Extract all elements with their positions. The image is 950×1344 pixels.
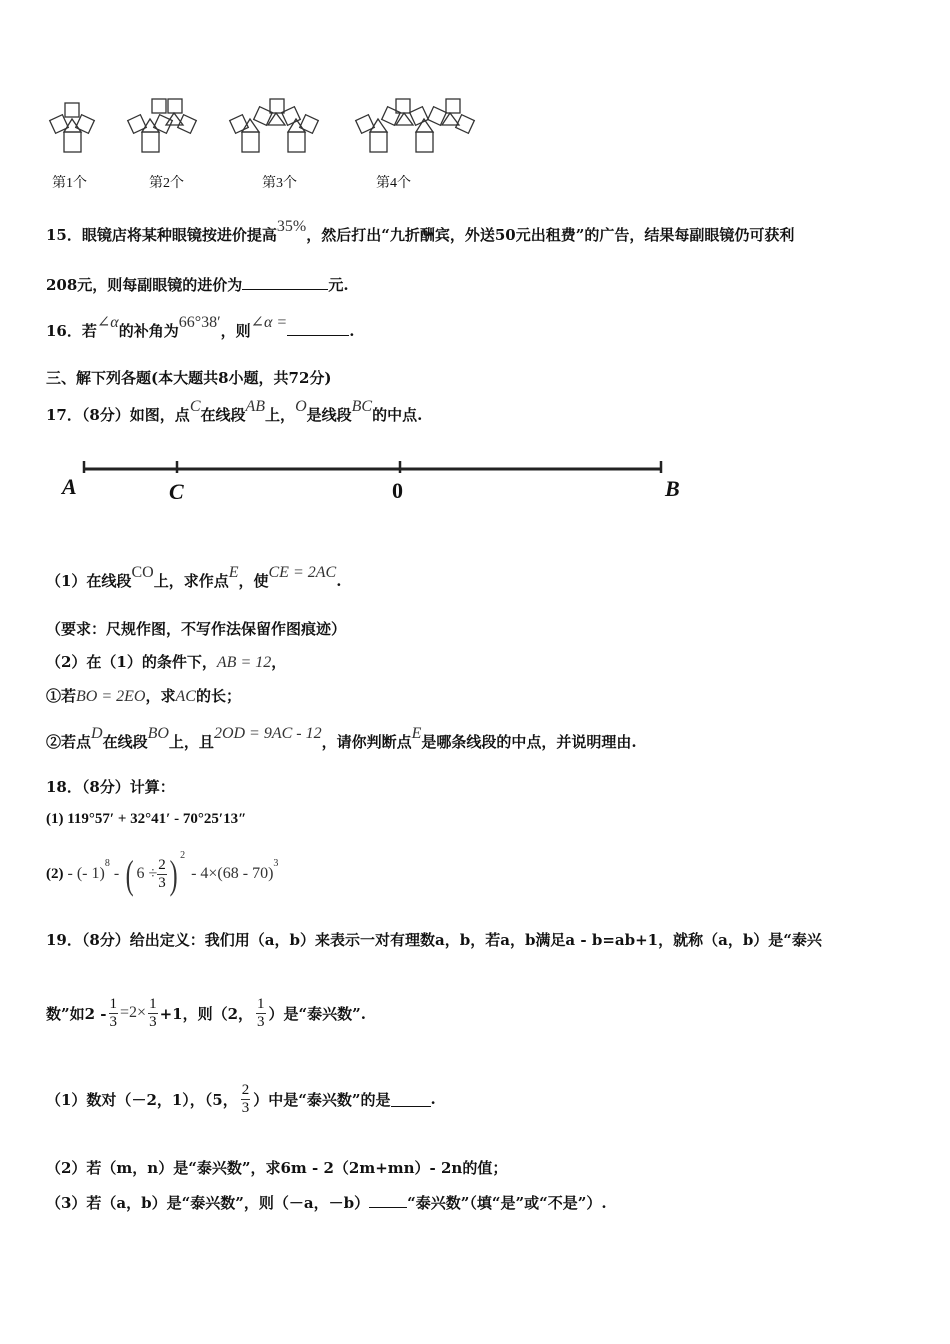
q17-s2-bo: BO <box>147 725 169 742</box>
q19-fraction-2 <box>148 996 158 1031</box>
q19-f3-den: 3 <box>257 1013 265 1030</box>
q17-s2-e: E <box>411 725 422 742</box>
q16-value: 66°38′ <box>178 314 221 331</box>
q17-sub-1 <box>46 685 241 706</box>
pattern-figures <box>40 95 480 165</box>
q19-fraction-1 <box>109 996 119 1031</box>
q15-text-a: 眼镜店将某种眼镜按进价提高 <box>81 226 277 244</box>
q18-p2-d: - 4×(68 - 70) <box>191 865 274 882</box>
q19-f4-num: 2 <box>241 1081 250 1098</box>
q18-p2-a: - (- 1) <box>67 865 105 882</box>
q17-p1-c: ，使 <box>238 572 269 590</box>
pattern-figure-3 <box>230 99 319 152</box>
section-3-heading: 三、解下列各题(本大题共8小题，共72分) <box>46 369 332 387</box>
q19-l2-b: =2× <box>120 1004 147 1021</box>
q16-equation: ∠α = <box>250 314 288 331</box>
question-15-line-1 <box>46 218 795 245</box>
q16-text-a: 的补角为 <box>118 322 179 340</box>
label-o: 0 <box>392 478 403 503</box>
q17-text-c: 是线段 <box>306 406 352 424</box>
q17-s2-e-text: 是哪条线段的中点，并说明理由. <box>421 733 637 751</box>
q17-s2-c: 上，且 <box>168 733 214 751</box>
q17-p1-b: 上，求作点 <box>153 572 229 590</box>
q17-text-b: 上， <box>265 406 296 424</box>
q17-part-1 <box>46 564 342 591</box>
q17-p1-equation: CE = 2AC <box>268 564 337 581</box>
q17-s2-d: D <box>91 725 103 742</box>
q19-p1-answer-blank[interactable] <box>391 1092 431 1107</box>
left-paren: ( <box>125 851 134 897</box>
q19-p1-a: （1）数对（－2，1），（5， <box>46 1090 238 1109</box>
q19-fraction-3 <box>256 996 266 1031</box>
figure-caption-2: 第2个 <box>149 176 184 191</box>
q19-p3-b: “泰兴数”（填“是”或“不是”）. <box>407 1194 607 1212</box>
label-c: C <box>169 479 184 504</box>
q17-p2-a: （2）在（1）的条件下， <box>46 653 217 671</box>
q16-text-b: ，则 <box>220 322 251 340</box>
q18-frac-num: 2 <box>158 856 166 873</box>
q19-fraction-4 <box>241 1082 251 1117</box>
q17-s2-a: ②若点 <box>46 733 92 751</box>
label-a: A <box>62 474 77 499</box>
q19-line-2 <box>46 990 366 1036</box>
q17-s2-equation: 2OD = 9AC - 12 <box>213 725 322 742</box>
q16-answer-blank[interactable] <box>287 321 349 336</box>
q19-p3-a: （3）若（a，b）是“泰兴数”，则（－a，－b） <box>46 1194 370 1212</box>
q15-text-c: 208元，则每副眼镜的进价为 <box>46 276 243 294</box>
q18-p2-label: (2) <box>46 865 64 882</box>
q17-s2-b: 在线段 <box>102 733 148 751</box>
q18-p2-exp8: 8 <box>104 858 110 869</box>
question-15-line-2 <box>46 274 349 295</box>
pattern-figure-1 <box>50 103 95 152</box>
q19-f2-num: 1 <box>149 995 157 1012</box>
q18-p2-c: 6 ÷ <box>136 865 158 882</box>
q17-p1-end: . <box>336 572 342 590</box>
q17-part-2 <box>46 651 286 672</box>
q19-p1-b: ）中是“泰兴数”的是 <box>253 1090 391 1109</box>
q18-p2-exp3: 3 <box>273 858 279 869</box>
fraction-2-3 <box>157 857 167 892</box>
q15-number: 15． <box>46 226 82 244</box>
q17-p1-e: E <box>228 564 239 581</box>
q15-text-d: 元. <box>328 276 349 294</box>
q19-part-2: （2）若（m，n）是“泰兴数”，求6m - 2（2m+mn）- 2n的值； <box>46 1159 508 1177</box>
q19-l2-a: 数”如2 - <box>46 1004 107 1023</box>
q17-point-c: C <box>189 398 201 415</box>
q19-f1-den: 3 <box>109 1013 118 1030</box>
q17-head: 17．（8分）如图，点 <box>46 406 190 424</box>
q17-sub-2 <box>46 725 637 752</box>
q19-f1-num: 1 <box>109 995 118 1012</box>
question-19-head: 19．（8分）给出定义：我们用（a，b）来表示一对有理数a，b，若a，b满足a - b=ab+1，就称（a，b）是“泰兴 <box>46 931 822 949</box>
q18-part-2 <box>46 848 278 900</box>
q17-segment-ab: AB <box>245 398 266 415</box>
q17-text-d: 的中点. <box>372 406 423 424</box>
q15-answer-blank[interactable] <box>242 275 328 290</box>
pattern-figure-4 <box>356 99 475 152</box>
q17-p2-end: ， <box>271 653 287 671</box>
question-18-head: 18．（8分）计算： <box>46 778 175 796</box>
question-17-stem <box>46 398 423 425</box>
q17-requirement: （要求：尺规作图，不写作法保留作图痕迹） <box>46 620 347 638</box>
q17-p1-co: CO <box>131 564 154 581</box>
q18-frac-den: 3 <box>158 874 166 891</box>
q16-end: . <box>349 322 355 340</box>
q19-l2-d: ）是“泰兴数”. <box>268 1004 366 1023</box>
q17-point-o: O <box>295 398 307 415</box>
q19-part-3 <box>46 1192 607 1213</box>
q17-s1-c: 的长； <box>195 687 241 705</box>
q16-number: 16．若 <box>46 322 97 340</box>
q19-f4-den: 3 <box>241 1099 250 1116</box>
q17-text-a: 在线段 <box>200 406 246 424</box>
segment-diagram <box>60 455 700 505</box>
q17-p1-a: （1）在线段 <box>46 572 132 590</box>
figure-caption-3: 第3个 <box>262 176 297 191</box>
q19-p1-end: . <box>430 1090 436 1108</box>
q19-f2-den: 3 <box>149 1013 157 1030</box>
figure-caption-1: 第1个 <box>52 176 87 191</box>
label-b: B <box>665 476 680 501</box>
question-16 <box>46 314 355 341</box>
figure-caption-4: 第4个 <box>376 176 411 191</box>
q17-s2-d-text: ，请你判断点 <box>321 733 412 751</box>
q19-p3-answer-blank[interactable] <box>369 1193 407 1208</box>
q18-p2-exp2: 2 <box>180 850 186 861</box>
q17-s1-ac: AC <box>175 688 196 705</box>
right-paren: ) <box>169 851 178 897</box>
q19-l2-c: +1，则（2， <box>159 1004 254 1023</box>
q17-s1-equation: BO = 2EO <box>76 688 146 705</box>
q15-percent: 35% <box>276 218 307 235</box>
q17-s1-b: ，求 <box>145 687 176 705</box>
q16-angle: ∠α <box>96 314 119 331</box>
q17-s1-a: ①若 <box>46 687 77 705</box>
q15-text-b: ，然后打出“九折酬宾，外送50元出租费”的广告，结果每副眼镜仍可获利 <box>306 226 795 244</box>
q19-f3-num: 1 <box>257 995 265 1012</box>
q17-segment-bc: BC <box>351 398 373 415</box>
q18-p2-b: - <box>113 865 120 882</box>
q19-part-1 <box>46 1076 436 1122</box>
q18-part-1: (1) 119°57′ + 32°41′ - 70°25′13″ <box>46 811 247 827</box>
pattern-figure-2 <box>128 99 197 152</box>
q17-p2-equation: AB = 12 <box>216 654 272 671</box>
